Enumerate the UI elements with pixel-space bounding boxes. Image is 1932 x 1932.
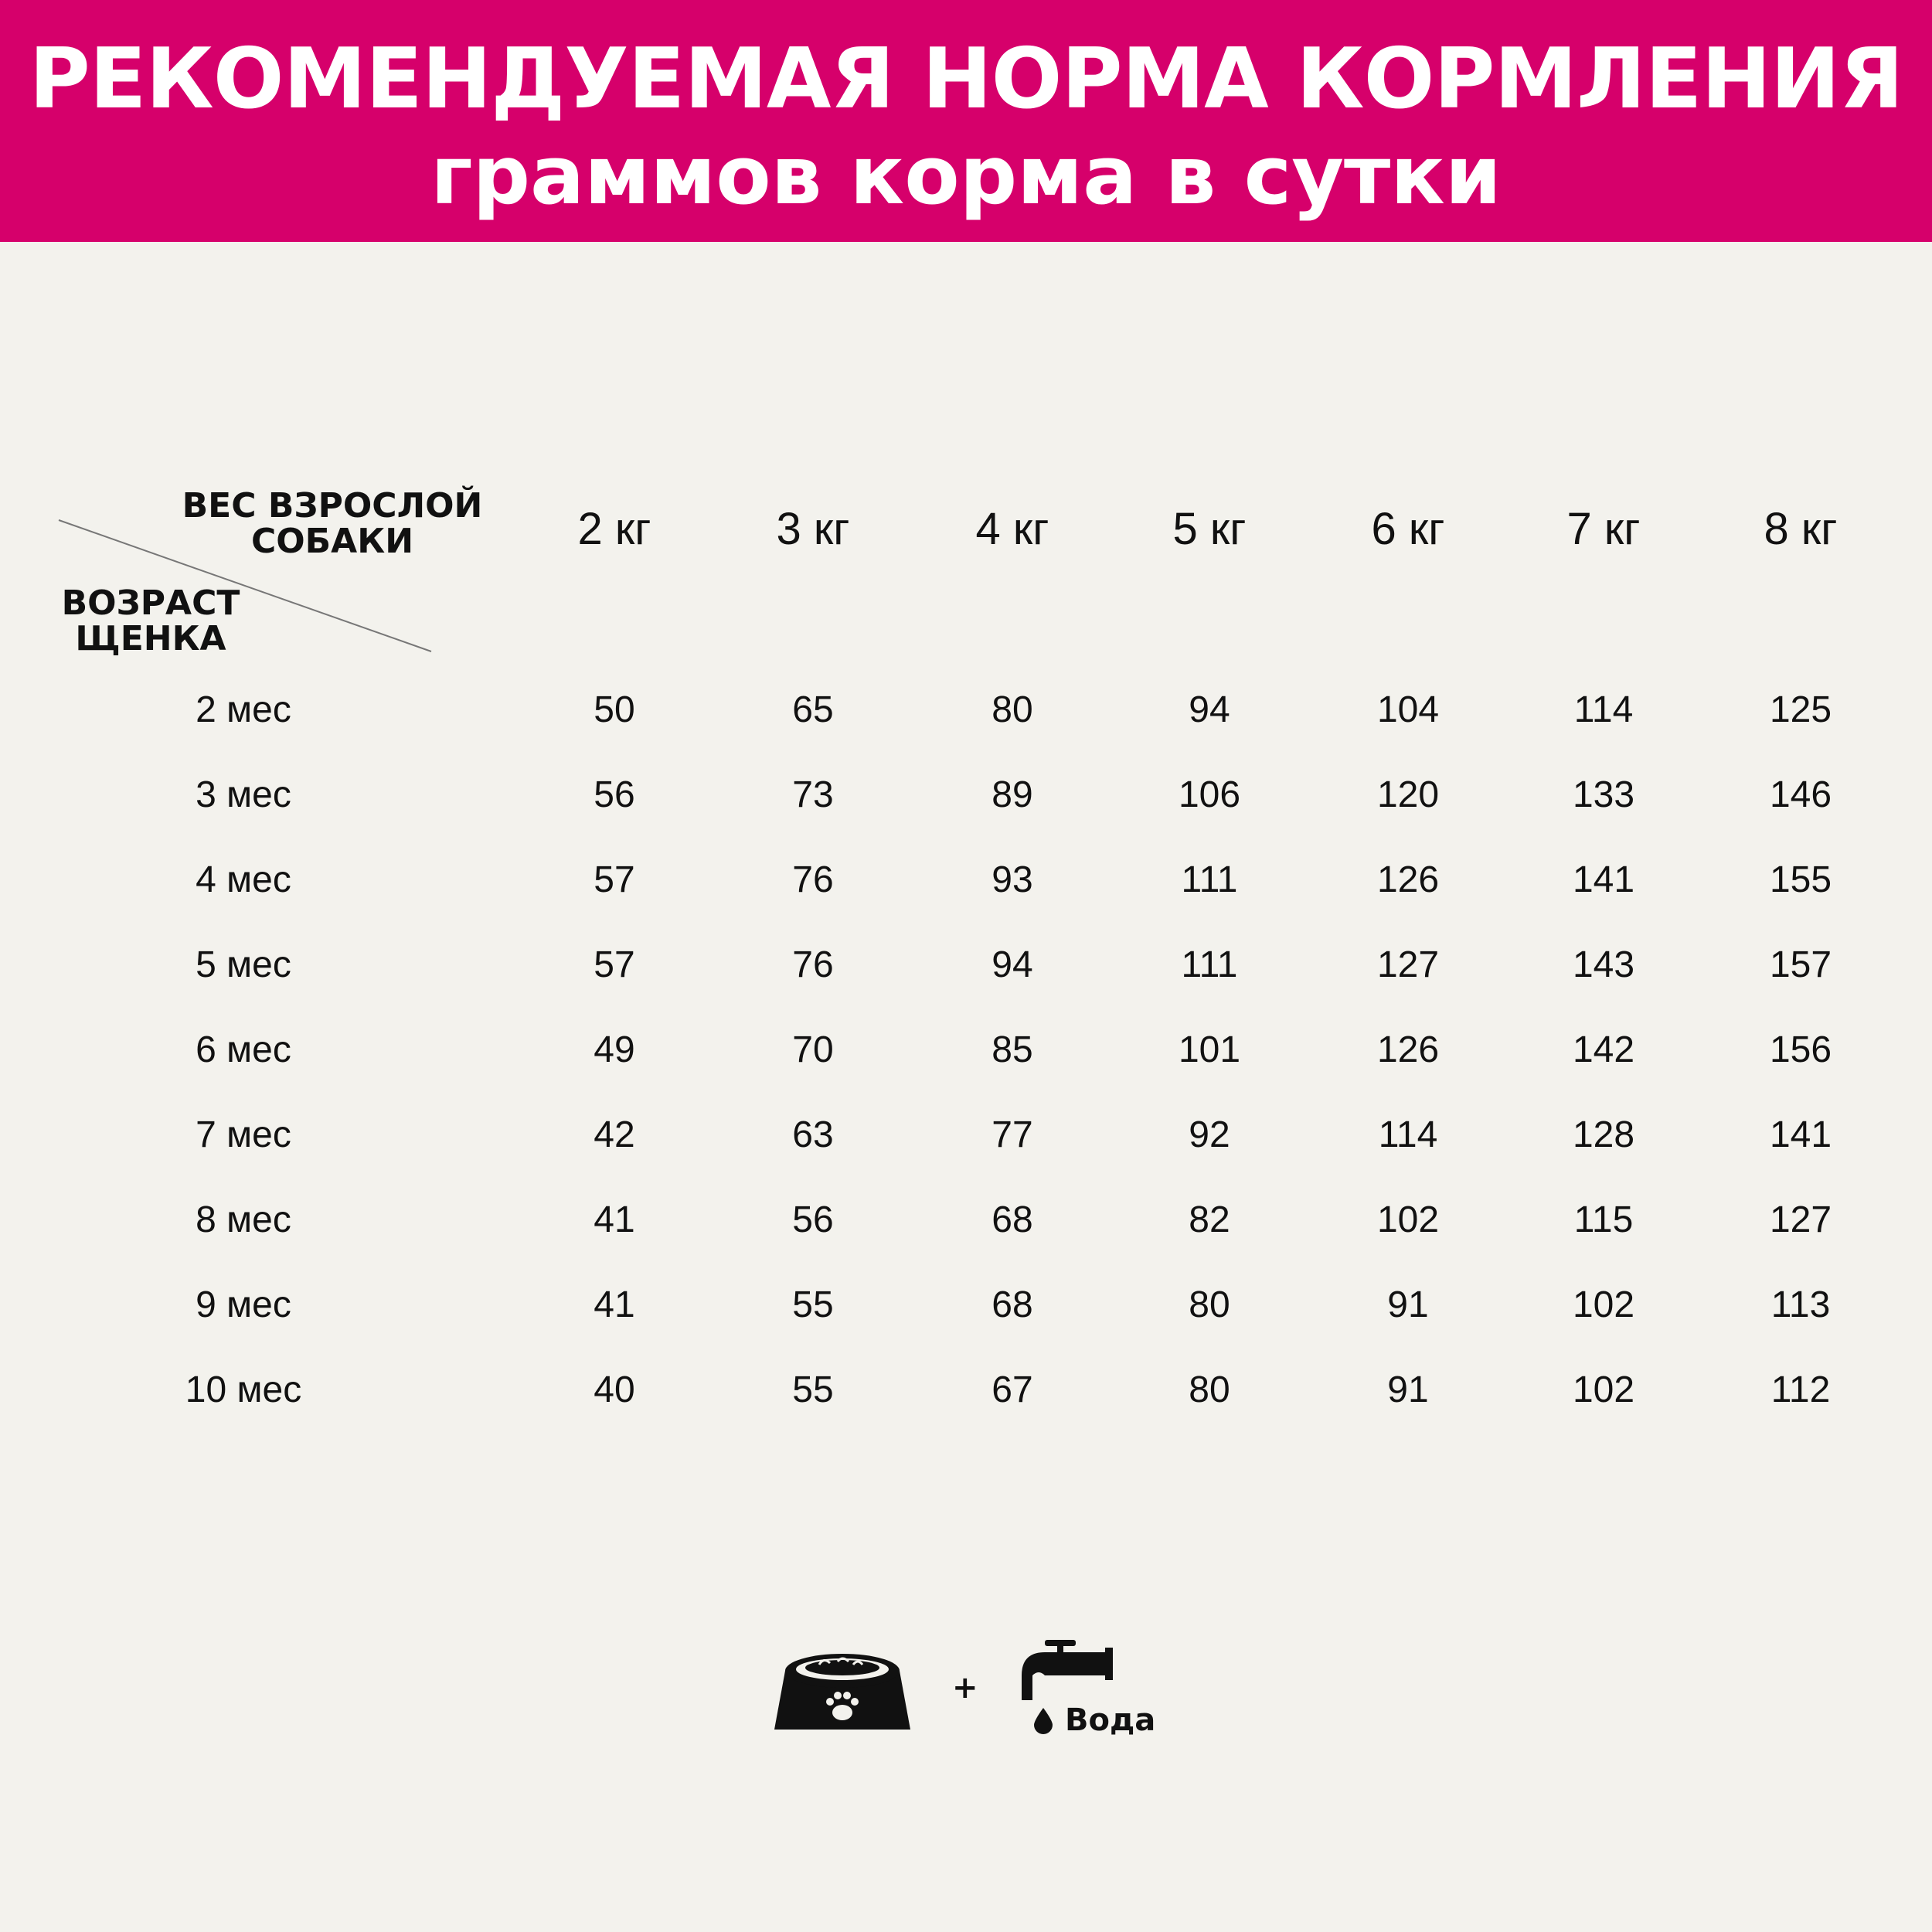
row-header-age: 4 мес	[196, 859, 291, 900]
table-cell: 40	[594, 1369, 635, 1410]
table-cell: 120	[1376, 774, 1440, 815]
table-cell: 57	[594, 859, 635, 900]
corner-label-age: ВОЗРАСТ ЩЕНКА	[61, 583, 240, 658]
table-cell: 76	[792, 859, 834, 900]
row-header-age: 8 мес	[196, 1199, 291, 1240]
table-cell: 94	[1189, 689, 1230, 730]
row-header-age: 3 мес	[196, 774, 291, 815]
table-cell: 89	[992, 774, 1033, 815]
table-cell: 73	[792, 774, 834, 815]
table-cell: 104	[1376, 689, 1440, 730]
table-cell: 102	[1572, 1369, 1635, 1410]
column-header: 2 кг	[577, 504, 651, 554]
table-cell: 94	[992, 944, 1033, 985]
table-cell: 93	[992, 859, 1033, 900]
table-cell: 133	[1572, 774, 1635, 815]
table-cell: 127	[1376, 944, 1440, 985]
table-cell: 101	[1178, 1029, 1241, 1070]
table-cell: 50	[594, 689, 635, 730]
table-cell: 111	[1181, 944, 1238, 985]
table-cell: 113	[1770, 1284, 1831, 1325]
plus-sign: +	[952, 1670, 978, 1706]
table-cell: 102	[1376, 1199, 1440, 1240]
table-cell: 91	[1387, 1369, 1429, 1410]
table-cell: 142	[1572, 1029, 1635, 1070]
table-cell: 55	[792, 1369, 834, 1410]
column-header: 8 кг	[1764, 504, 1838, 554]
water-tap-icon	[1022, 1638, 1114, 1712]
table-cell: 126	[1376, 859, 1440, 900]
table-cell: 70	[792, 1029, 834, 1070]
table-cell: 57	[594, 944, 635, 985]
table-cell: 82	[1189, 1199, 1230, 1240]
page-subtitle: граммов корма в сутки	[430, 128, 1502, 223]
table-cell: 41	[594, 1284, 635, 1325]
table-cell: 91	[1387, 1284, 1429, 1325]
table-cell: 56	[594, 774, 635, 815]
table-cell: 155	[1769, 859, 1832, 900]
table-cell: 77	[992, 1114, 1033, 1155]
column-header: 3 кг	[776, 504, 850, 554]
column-header: 6 кг	[1371, 504, 1445, 554]
table-cell: 114	[1378, 1114, 1438, 1155]
table-cell: 80	[1189, 1369, 1230, 1410]
column-header: 5 кг	[1172, 504, 1247, 554]
water-drop-icon	[1032, 1706, 1054, 1738]
table-cell: 67	[992, 1369, 1033, 1410]
row-header-age: 7 мес	[196, 1114, 291, 1155]
row-header-age: 9 мес	[196, 1284, 291, 1325]
table-cell: 92	[1189, 1114, 1230, 1155]
table-cell: 156	[1769, 1029, 1832, 1070]
row-header-age: 6 мес	[196, 1029, 291, 1070]
table-cell: 102	[1572, 1284, 1635, 1325]
table-cell: 141	[1572, 859, 1635, 900]
row-header-age: 10 мес	[185, 1369, 302, 1410]
table-cell: 68	[992, 1284, 1033, 1325]
table-cell: 106	[1178, 774, 1241, 815]
water-label: Вода	[1065, 1702, 1156, 1738]
table-cell: 76	[792, 944, 834, 985]
table-cell: 41	[594, 1199, 635, 1240]
table-cell: 141	[1769, 1114, 1832, 1155]
dog-bowl-icon	[773, 1648, 912, 1736]
table-cell: 143	[1572, 944, 1635, 985]
table-cell: 63	[792, 1114, 834, 1155]
table-cell: 126	[1376, 1029, 1440, 1070]
table-cell: 55	[792, 1284, 834, 1325]
header-banner	[0, 0, 1932, 242]
table-cell: 111	[1181, 859, 1238, 900]
table-cell: 128	[1572, 1114, 1635, 1155]
table-cell: 125	[1769, 689, 1832, 730]
table-cell: 68	[992, 1199, 1033, 1240]
table-cell: 80	[1189, 1284, 1230, 1325]
column-header: 4 кг	[975, 504, 1049, 554]
table-cell: 56	[792, 1199, 834, 1240]
table-cell: 115	[1573, 1199, 1634, 1240]
table-cell: 127	[1769, 1199, 1832, 1240]
table-cell: 114	[1573, 689, 1634, 730]
corner-label-weight: ВЕС ВЗРОСЛОЙ СОБАКИ	[182, 486, 483, 561]
page-title: РЕКОМЕНДУЕМАЯ НОРМА КОРМЛЕНИЯ	[29, 31, 1903, 128]
row-header-age: 2 мес	[196, 689, 291, 730]
table-cell: 80	[992, 689, 1033, 730]
table-cell: 42	[594, 1114, 635, 1155]
table-cell: 157	[1769, 944, 1832, 985]
row-header-age: 5 мес	[196, 944, 291, 985]
column-header: 7 кг	[1566, 504, 1641, 554]
table-cell: 146	[1769, 774, 1832, 815]
table-cell: 112	[1770, 1369, 1831, 1410]
table-cell: 85	[992, 1029, 1033, 1070]
table-cell: 65	[792, 689, 834, 730]
footer-icons	[773, 1631, 1175, 1747]
table-cell: 49	[594, 1029, 635, 1070]
